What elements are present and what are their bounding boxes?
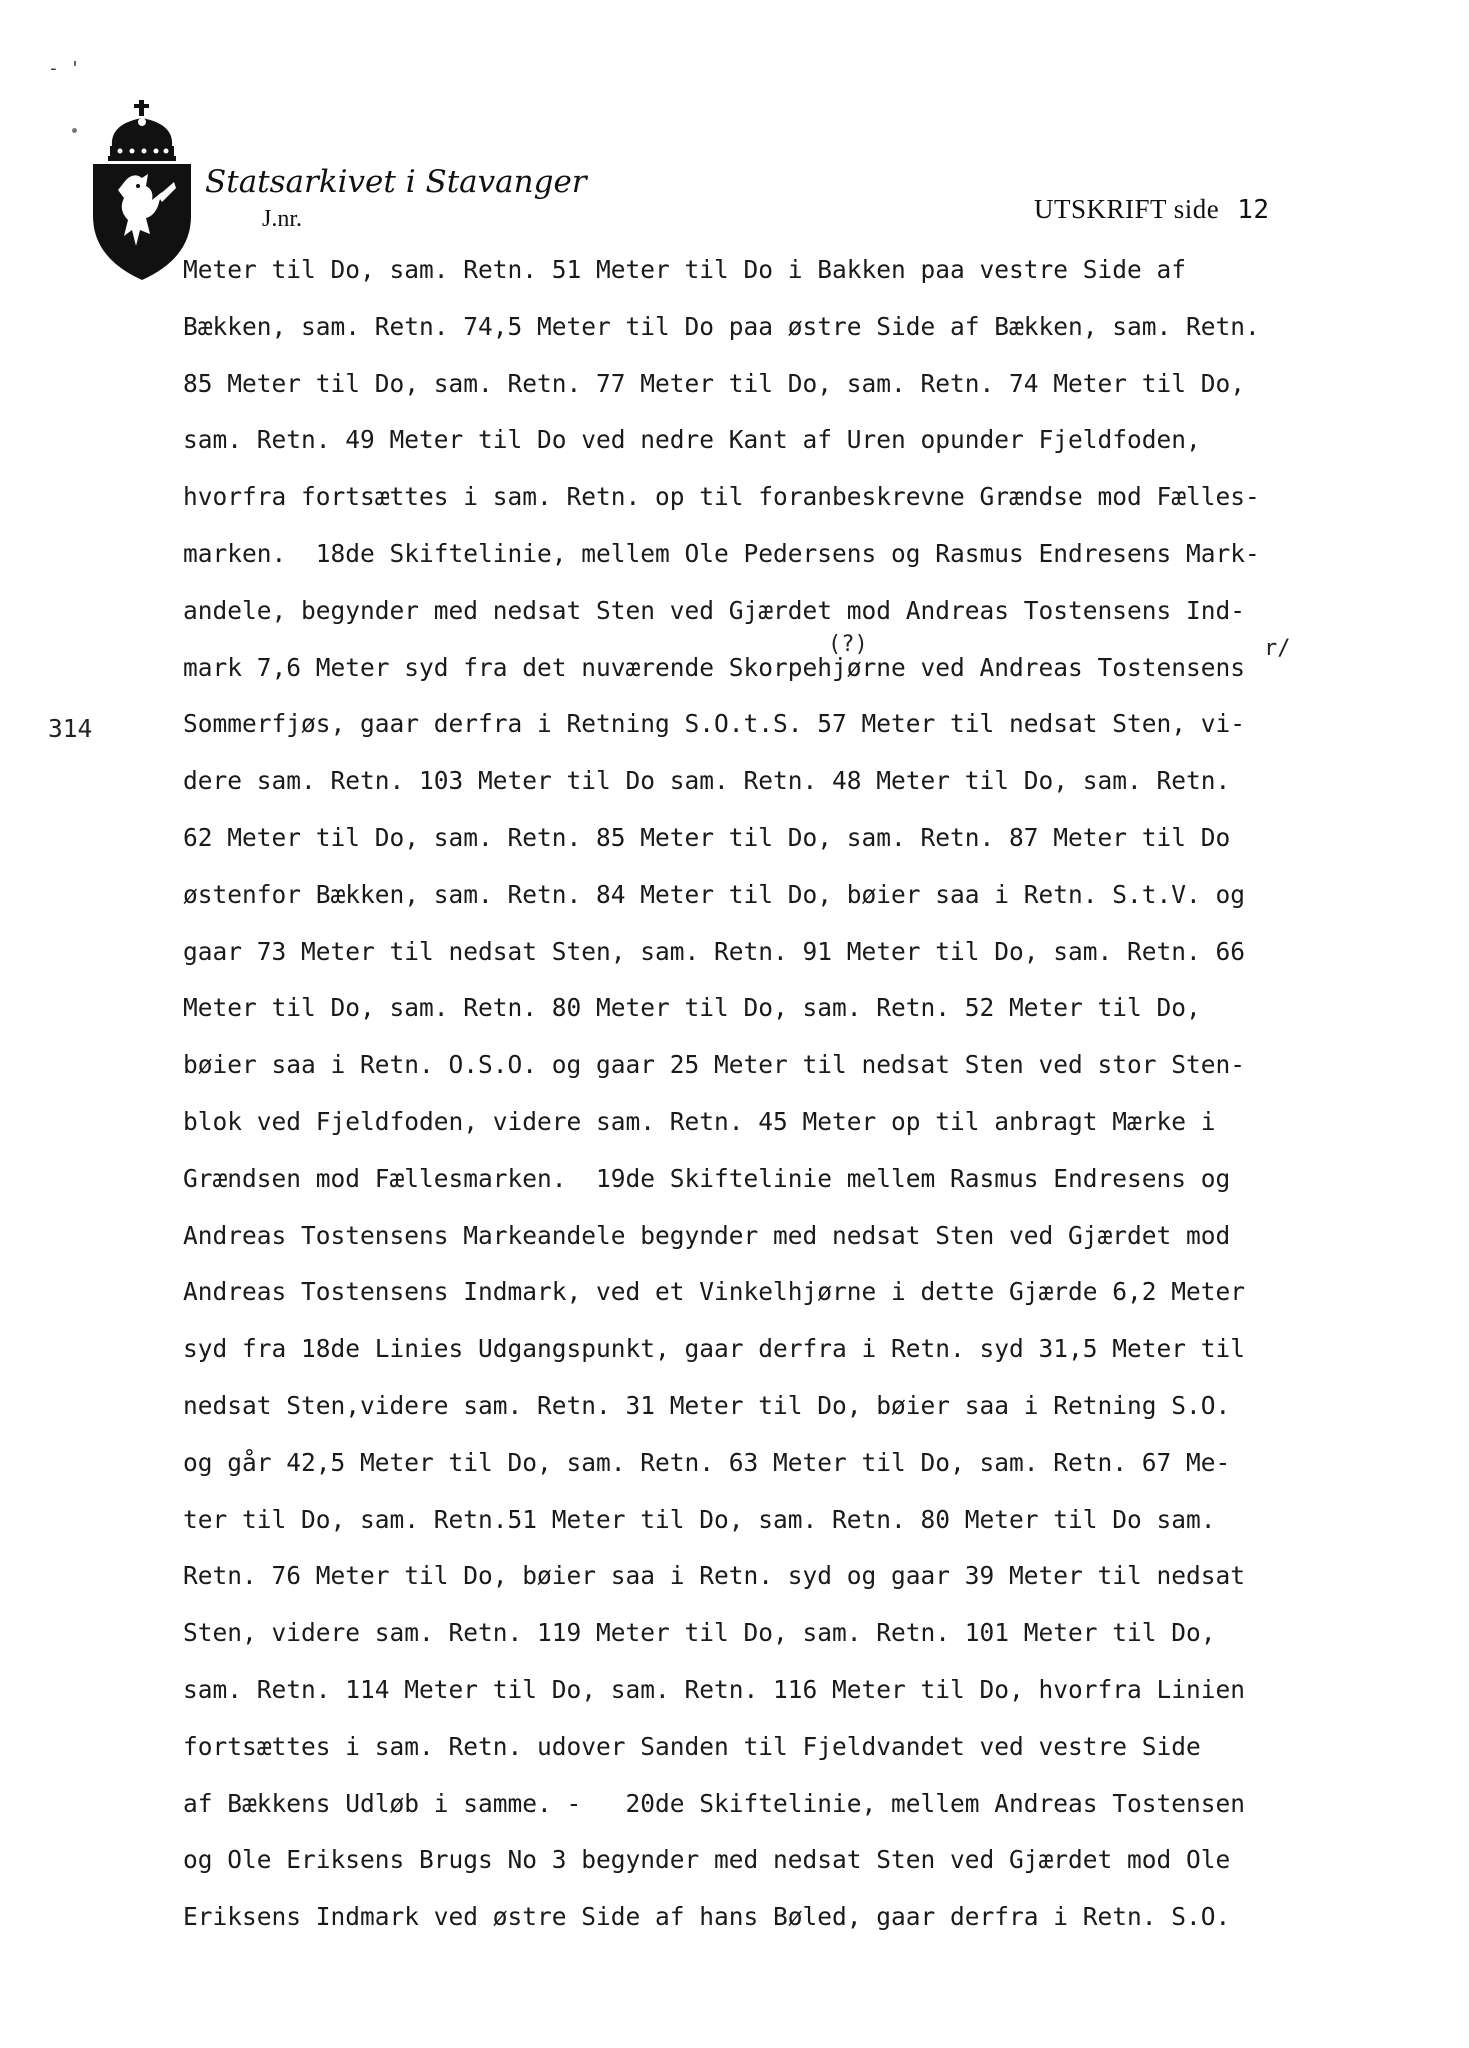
text-line: bøier saa i Retn. O.S.O. og gaar 25 Meter til nedsat Sten ved stor Sten- xyxy=(183,1050,1246,1080)
text-line: nedsat Sten,videre sam. Retn. 31 Meter til Do, bøier saa i Retning S.O. xyxy=(183,1390,1231,1420)
text-line: hvorfra fortsættes i sam. Retn. op til foranbeskrevne Grændse mod Fælles- xyxy=(183,482,1260,512)
print-label: UTSKRIFT side xyxy=(1034,194,1220,224)
text-line: Sommerfjøs, gaar derfra i Retning S.O.t.S. 57 Meter til nedsat Sten, vi- xyxy=(183,709,1246,739)
transcription-body xyxy=(183,242,1413,1946)
print-header xyxy=(1034,194,1270,225)
text-line: blok ved Fjeldfoden, videre sam. Retn. 45 Meter op til anbragt Mærke i xyxy=(183,1106,1216,1136)
text-line: østenfor Bækken, sam. Retn. 84 Meter til Do, bøier saa i Retn. S.t.V. og xyxy=(183,879,1246,909)
text-line: Sten, videre sam. Retn. 119 Meter til Do, sam. Retn. 101 Meter til Do, xyxy=(183,1618,1216,1648)
text-line: af Bækkens Udløb i samme. - 20de Skiftelinie, mellem Andreas Tostensen xyxy=(183,1788,1246,1818)
text-line: og går 42,5 Meter til Do, sam. Retn. 63 Meter til Do, sam. Retn. 67 Me- xyxy=(183,1447,1231,1477)
text-line: syd fra 18de Linies Udgangspunkt, gaar derfra i Retn. syd 31,5 Meter til xyxy=(183,1334,1246,1364)
journal-number-label: J.nr. xyxy=(262,206,303,232)
text-line: Andreas Tostensens Markeandele begynder med nedsat Sten ved Gjærdet mod xyxy=(183,1220,1231,1250)
page-number: 12 xyxy=(1237,195,1270,225)
text-line: Meter til Do, sam. Retn. 80 Meter til Do, sam. Retn. 52 Meter til Do, xyxy=(183,993,1201,1023)
text-line: 62 Meter til Do, sam. Retn. 85 Meter til Do, sam. Retn. 87 Meter til Do xyxy=(183,822,1231,852)
text-line: sam. Retn. 49 Meter til Do ved nedre Kant af Uren opunder Fjeldfoden, xyxy=(183,425,1201,455)
question-annotation: (?) xyxy=(828,632,868,657)
text-line: Eriksens Indmark ved østre Side af hans Bøled, gaar derfra i Retn. S.O. xyxy=(183,1902,1231,1932)
coat-of-arms-icon xyxy=(88,100,198,282)
margin-line-reference: 314 xyxy=(48,714,93,743)
text-line: marken. 18de Skiftelinie, mellem Ole Pedersens og Rasmus Endresens Mark- xyxy=(183,538,1260,568)
text-line: gaar 73 Meter til nedsat Sten, sam. Retn. 91 Meter til Do, sam. Retn. 66 xyxy=(183,936,1246,966)
text-line: Bækken, sam. Retn. 74,5 Meter til Do paa østre Side af Bækken, sam. Retn. xyxy=(183,311,1260,341)
text-line: ter til Do, sam. Retn.51 Meter til Do, sam. Retn. 80 Meter til Do sam. xyxy=(183,1504,1216,1534)
text-line: dere sam. Retn. 103 Meter til Do sam. Retn. 48 Meter til Do, sam. Retn. xyxy=(183,766,1231,796)
text-line: og Ole Eriksens Brugs No 3 begynder med nedsat Sten ved Gjærdet mod Ole xyxy=(183,1845,1231,1875)
text-line: Meter til Do, sam. Retn. 51 Meter til Do i Bakken paa vestre Side af xyxy=(183,255,1187,284)
corner-mark: - ' xyxy=(48,58,81,79)
correction-annotation: r/ xyxy=(1264,636,1291,661)
text-line: Grændsen mod Fællesmarken. 19de Skiftelinie mellem Rasmus Endresens og xyxy=(183,1163,1231,1193)
text-line: sam. Retn. 114 Meter til Do, sam. Retn. 116 Meter til Do, hvorfra Linien xyxy=(183,1674,1246,1704)
text-line: mark 7,6 Meter syd fra det nuværende Skorpehjørne ved Andreas Tostensens xyxy=(183,652,1246,682)
margin-dot xyxy=(72,128,77,133)
text-line: andele, begynder med nedsat Sten ved Gjærdet mod Andreas Tostensens Ind- xyxy=(183,595,1246,625)
archive-name: Statsarkivet i Stavanger xyxy=(205,164,587,200)
text-line: Andreas Tostensens Indmark, ved et Vinkelhjørne i dette Gjærde 6,2 Meter xyxy=(183,1277,1246,1307)
text-line: fortsættes i sam. Retn. udover Sanden til Fjeldvandet ved vestre Side xyxy=(183,1731,1201,1761)
text-line: 85 Meter til Do, sam. Retn. 77 Meter til Do, sam. Retn. 74 Meter til Do, xyxy=(183,368,1246,398)
text-line: Retn. 76 Meter til Do, bøier saa i Retn. syd og gaar 39 Meter til nedsat xyxy=(183,1561,1246,1591)
